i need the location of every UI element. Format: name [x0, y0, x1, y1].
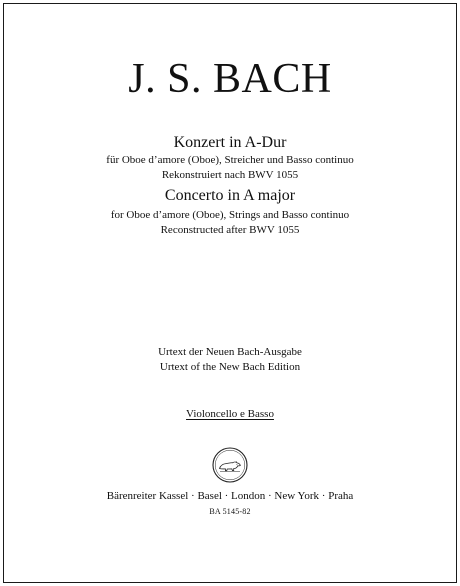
bear-logo-icon — [211, 446, 249, 484]
urtext-german: Urtext der Neuen Bach-Ausgabe — [158, 346, 302, 358]
part-name-label: Violoncello e Basso — [186, 408, 274, 420]
title-english: Concerto in A major — [164, 187, 296, 204]
publisher-line: Bärenreiter Kassel · Basel · London · New York · Praha — [106, 490, 354, 502]
subtitle-english-reconstruction: Reconstructed after BWV 1055 — [160, 224, 300, 236]
composer-name: J. S. BACH — [128, 56, 332, 102]
subtitle-german-instrumentation: für Oboe d’amore (Oboe), Streicher und Basso continuo — [106, 154, 354, 166]
part-name — [0, 409, 460, 420]
urtext-english: Urtext of the New Bach Edition — [159, 361, 301, 373]
subtitle-german-reconstruction: Rekonstruiert nach BWV 1055 — [161, 169, 299, 181]
subtitle-english-instrumentation: for Oboe d’amore (Oboe), Strings and Basso continuo — [110, 209, 350, 221]
catalog-number: BA 5145-82 — [209, 507, 251, 516]
title-german: Konzert in A-Dur — [173, 134, 287, 151]
